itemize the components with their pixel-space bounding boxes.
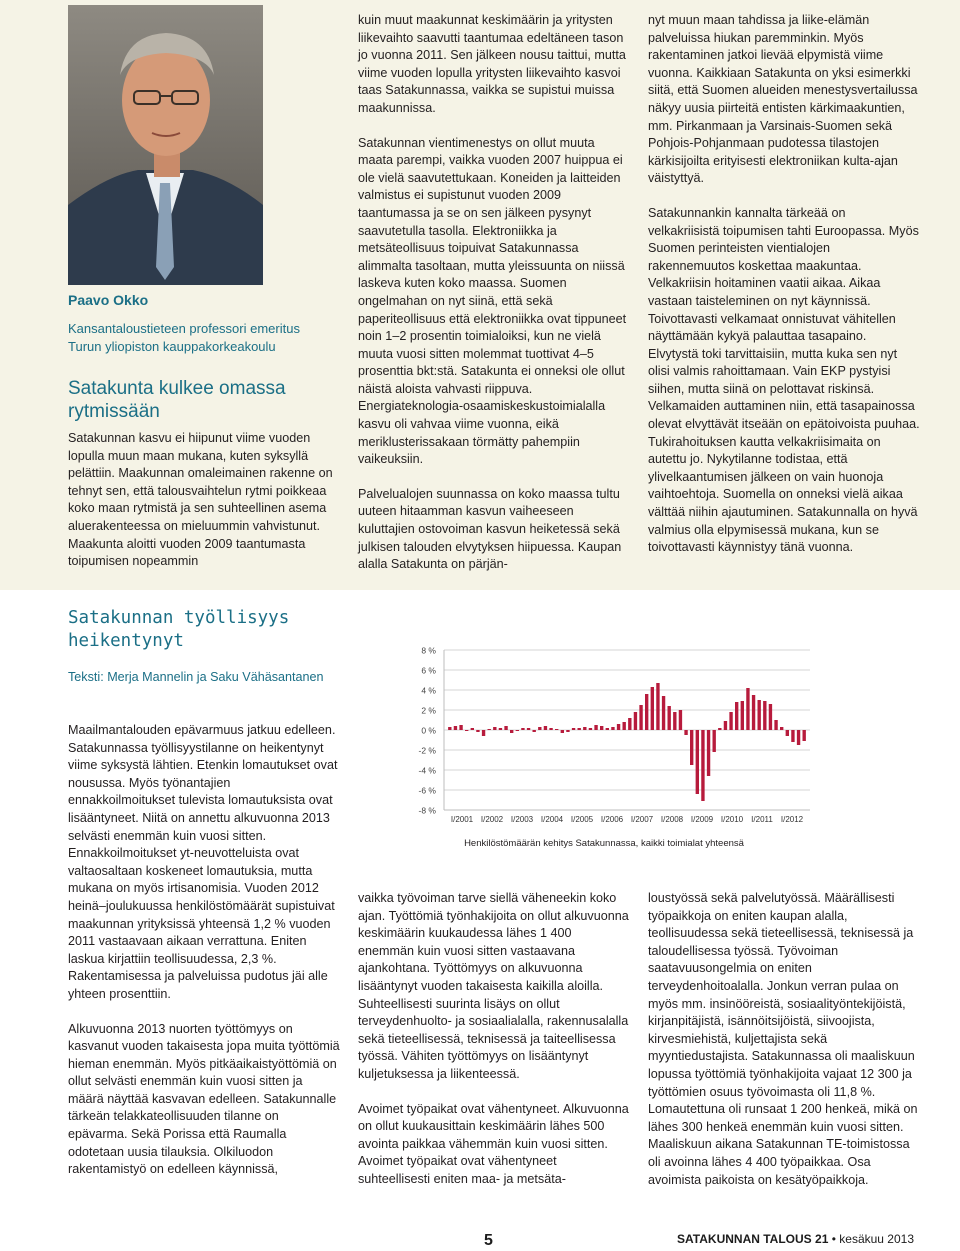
chart-bar xyxy=(471,728,474,730)
chart-bar xyxy=(724,721,727,730)
chart-x-tick-label: I/2010 xyxy=(720,815,744,824)
author-name: Paavo Okko xyxy=(68,292,149,308)
chart-bar xyxy=(454,726,457,730)
chart-bar xyxy=(448,727,451,730)
section-col1-paragraph-2: Alkuvuonna 2013 nuorten työttömyys on kasvanut vuoden takaisesta jopa muita työttömiä hieman enemmän. Myös pitkäaikaistyöttömiä on ollut selvästi enemmän kuin vuosi sitten ja määrä näyttää kasvavan edelleen. Satakunnalle tärkeän telakkateollisuuden tilanne on epävarma. Sekä Porissa että Raumalla odotetaan uusia tilauksia. Olkiluodon rakentamistyö on edelleen käynnissä, xyxy=(68,1021,340,1177)
chart-bar xyxy=(493,727,496,730)
chart-x-tick-label: I/2008 xyxy=(660,815,684,824)
chart-bar xyxy=(634,712,637,730)
chart-bar xyxy=(488,729,491,730)
chart-bar xyxy=(459,725,462,730)
section-col2-paragraph-2: Avoimet työpaikat ovat vähentyneet. Alkuvuonna on ollut kuukausittain keskimäärin lähes 500 avointa paikkaa vähemmän kuin vuosi sitten. Avoimet työpaikat ovat vähentyneet suhteellisesti eniten maa- ja metsäta- xyxy=(358,1101,629,1186)
article-title: Satakunta kulkee omassa rytmissään xyxy=(68,378,286,422)
chart-bar xyxy=(639,705,642,730)
section-column-1 xyxy=(68,722,340,1179)
magazine-name: SATAKUNNAN TALOUS 21 xyxy=(677,1232,829,1246)
chart-bar xyxy=(538,727,541,730)
chart-bar xyxy=(673,712,676,730)
chart-x-tick-label: I/2005 xyxy=(570,815,594,824)
chart-bar xyxy=(628,718,631,730)
chart-bar xyxy=(752,695,755,730)
chart-y-tick-label: 0 % xyxy=(421,725,436,736)
section-col3-paragraph-1: loustyössä sekä palvelutyössä. Määrällisesti työpaikkoja on eniten kaupan alalla, teollisuudessa sekä tieteellisessä, teknisessä ja taloudellisessa työssä. Työvoiman saatavuusongelmia on eniten terveydenhoitoalalla. Jonkun verran pulaa on myös mm. insinööreistä, sosiaalityöntekijöistä, kirjanpitäjistä, isännöitsijöistä, siivoojista, kirvesmiehistä, kuljettajista sekä myyntiedustajista. Satakunnassa oli maaliskuun lopussa työttömiä työnhakijoita vajaat 12 300 ja työttömien osuus työvoimasta oli 11,8 %. Lomautettuna oli runsaat 1 200 henkeä, mikä on lähes 300 henkeä enemmän kuin vuosi sitten. Maaliskuun aikana Satakunnan TE-toimistossa oli avoinna lähes 4 400 työpaikkaa. Osa avoimista paikoista on kesätyöpaikkoja. xyxy=(648,891,918,1187)
chart-bar xyxy=(544,726,547,730)
chart-bar xyxy=(662,696,665,730)
footer-bullet: • xyxy=(831,1232,840,1246)
section-column-3 xyxy=(648,890,920,1189)
chart-bar xyxy=(527,728,530,730)
chart-x-tick-label: I/2004 xyxy=(540,815,564,824)
article-col3-paragraph-2: Satakunnankin kannalta tärkeää on velkakriisistä toipumisen tahti Euroopassa. Myös Suomen perinteisten vientialojen rakennemuutos koskettaa maakuntaa. Velkakriisin hoitaminen vaatii aikaa. Aikaa vastaan taisteleminen on nyt käynnissä. Toivottavasti velkamaat onnistuvat vähitellen näyttämään kykyä palauttaa tasapaino. Elvytystä toki tarvittaisiin, mutta kuka sen nyt olisi valmis rahoittamaan. Vain EKP pystyisi siihen, mutta siinä on pelottavat riskinsä. Velkamaiden auttaminen niin, että tasapainossa olevat elvyttävät itseään on epätoivoista puuhaa. Tukirahoituksen kautta velkakriisimaita on autettu jo. Nykytilanne todistaa, että ylivelkaantumisen jälkeen on vain huonoja vaihtoehtoja. Suomella on onneksi vielä aikaa välttää niihin ajautuminen. Satakunnalla on hyvä valmius olla elpymisessä mukana, kun se toivottavasti käynnistyy tänä vuonna. xyxy=(648,205,920,555)
chart-bar xyxy=(758,700,761,730)
chart-bar xyxy=(679,710,682,730)
chart-bar xyxy=(600,726,603,730)
chart-x-tick-label: I/2006 xyxy=(600,815,624,824)
chart-bar xyxy=(561,730,564,733)
chart-bar xyxy=(617,724,620,730)
section-col2-paragraph-1: vaikka työvoiman tarve siellä väheneekin koko ajan. Työttömiä työnhakijoita on ollut alkuvuonna keskimäärin kuukaudessa lähes 1 400 enemmän kuin vuosi sitten vastaavana ajankohtana. Työttömyys on alkuvuonna lisääntynyt vuoden takaisesta kaikilla aloilla. Suhteellisesti suurinta lisäys on ollut terveydenhuolto- ja sosiaalialalla, rakennusalalla sekä tieteellisessä, teknisessä ja taiteellisessa työssä. Vähiten työttömyys on lisääntynyt kuljetuksessa ja liikenteessä. xyxy=(358,891,629,1081)
chart-y-tick-label: -2 % xyxy=(418,745,436,756)
chart-bar xyxy=(566,730,569,732)
chart-bar xyxy=(651,687,654,730)
chart-x-tick-label: I/2011 xyxy=(751,815,773,824)
article-col2-paragraph-2: Satakunnan vientimenestys on ollut muuta maata parempi, vaikka vuoden 2007 huippua ei ole vielä saavutettukaan. Koneiden ja laitteiden valmistus ei supistunut vuoden 2009 taantumassa ja se on sen jälkeen pysynyt saavutetulla tasolla. Elektroniikka ja metsäteollisuus toipuivat Satakunnassa alimmalta tasoltaan, mutta yleissuunta on niissä laskeva kuten koko maassa. Suomen ongelmahan on nyt siinä, että sekä paperiteollisuus että elektroniikka ovat tippuneet noin 1–2 prosentin toimialoiksi, kun ne vielä muuta vuosi sitten molemmat tuottivat 4–5 prosenttia bkt:stä. Satakunta ei onneksi ole ollut näistä aloista vahvasti riippuva. Energiateknologia-osaamiskeskustoimialalla kasvu oli vahvaa viime vuonna, eikä meriklusterissakaan törmätty pahempiin vaikeuksiin. xyxy=(358,135,627,467)
employment-chart xyxy=(358,638,818,853)
chart-bar xyxy=(769,704,772,730)
chart-y-tick-label: -4 % xyxy=(418,765,436,776)
chart-x-tick-label: I/2001 xyxy=(450,815,474,824)
chart-bar xyxy=(718,728,721,730)
chart-bar xyxy=(476,730,479,732)
chart-y-tick-label: 4 % xyxy=(421,685,436,696)
chart-bar xyxy=(555,729,558,730)
chart-bar xyxy=(763,701,766,730)
chart-bar xyxy=(786,730,789,736)
chart-bar xyxy=(696,730,699,794)
author-title-line1: Kansantaloustieteen professori emeritus xyxy=(68,321,300,336)
article-column-2 xyxy=(358,12,630,574)
chart-bar xyxy=(656,683,659,730)
chart-bar xyxy=(516,730,519,731)
section-col1-paragraph-1: Maailmantalouden epävarmuus jatkuu edelleen. Satakunnassa työllisyystilanne on heikentynyt viime syksystä lähtien. Etenkin lomautukset ovat nousussa. Myös työnantajien ennakkoilmoitukset tulevista lomautuksista ovat lisääntyneet. Niitä on annettu alkuvuonna 2013 selvästi enemmän kuin vuosi sitten. Ennakkoilmoitukset yt-neuvotteluista ovat valtaosaltaan koskeneet lomautuksia, mutta mukana on myös irtisanomisia. Vuoden 2012 heinä–joulukuussa henkilöstömäärät supistuivat maakunnan yrityksissä yhteensä 1,2 % vuoden 2011 vastaavaan aikaan verrattuna. Eniten laskua kirjattiin teollisuudessa, 2,3 %. Rakentamisessa ja palveluissa pudotus jäi alle yhteen prosenttiin. xyxy=(68,723,338,1001)
article-col3-paragraph-1: nyt muun maan tahdissa ja liike-elämän palveluissa hiukan paremminkin. Myös rakentaminen jatkoi lievää elpymistä viime vuonna. Kaikkiaan Satakunta on yksi esimerkki siitä, että Suomen alueiden menestysvertailussa näkyy uusia piirteitä entisten kärkimaakuntien, mm. Pirkanmaan ja Varsinais-Suomen sekä Pohjois-Pohjanmaan pudotessa tilastojen kärkisijoilta erityisesti elektroniikan kulta-ajan väistyttyä. xyxy=(648,13,918,186)
chart-bar xyxy=(623,722,626,730)
author-title-line2: Turun yliopiston kauppakorkeakoulu xyxy=(68,338,276,354)
chart-bar xyxy=(780,727,783,730)
chart-bar xyxy=(533,730,536,732)
chart-x-tick-label: I/2003 xyxy=(510,815,534,824)
magazine-footer xyxy=(677,1232,914,1246)
chart-x-tick-label: I/2009 xyxy=(690,815,714,824)
chart-bar xyxy=(803,730,806,741)
chart-bar xyxy=(465,730,468,731)
chart-bar xyxy=(510,730,513,733)
chart-bar xyxy=(572,728,575,730)
chart-bar xyxy=(583,727,586,730)
chart-bar xyxy=(504,726,507,730)
article-col2-paragraph-1: kuin muut maakunnat keskimäärin ja yritysten liikevaihto saavutti taantumaa edeltäneen tason jo vuonna 2011. Sen jälkeen nousu taittui, mutta viime vuoden lopulla yritysten liikevaihto kasvoi taas Satakunnassa, vaikka se supistui muissa maakunnissa. xyxy=(358,13,626,115)
chart-bar xyxy=(611,727,614,730)
chart-y-tick-label: 8 % xyxy=(421,645,436,656)
chart-bar xyxy=(797,730,800,745)
chart-bar xyxy=(713,730,716,752)
chart-x-tick-label: I/2007 xyxy=(630,815,654,824)
chart-y-tick-label: 6 % xyxy=(421,665,436,676)
chart-bar xyxy=(791,730,794,742)
section-title: Satakunnan työllisyys heikentynyt xyxy=(68,608,290,651)
chart-bar xyxy=(578,728,581,730)
section-byline: Teksti: Merja Mannelin ja Saku Vähäsantanen xyxy=(68,670,324,684)
chart-bar xyxy=(668,706,671,730)
article-column-3 xyxy=(648,12,920,557)
chart-bar xyxy=(482,730,485,736)
chart-bar xyxy=(499,728,502,730)
chart-title: Henkilöstömäärän kehitys Satakunnassa, kaikki toimialat yhteensä xyxy=(464,838,744,849)
chart-bar xyxy=(746,688,749,730)
chart-y-tick-label: -6 % xyxy=(418,785,436,796)
chart-bar xyxy=(774,720,777,730)
chart-bar xyxy=(741,701,744,730)
chart-bar xyxy=(645,694,648,730)
chart-bar xyxy=(606,728,609,730)
chart-bar xyxy=(594,725,597,730)
chart-x-tick-label: I/2002 xyxy=(480,815,504,824)
author-portrait xyxy=(68,5,263,285)
chart-bar xyxy=(549,728,552,730)
author-title xyxy=(68,320,338,355)
article-intro-text: Satakunnan kasvu ei hiipunut viime vuoden lopulla muun maan mukana, kuten syksyllä pelättiin. Maakunnan omaleimainen rakenne on tehnyt sen, että talousvaihtelun rytmi poikkeaa koko maan rytmistä ja sen suhteellinen asema aluerakenteessa on mieluummin vahvistunut. Maakunta aloitti vuoden 2009 taantumasta toipumisen nopeammin xyxy=(68,431,333,569)
article-intro xyxy=(68,430,338,571)
chart-bar xyxy=(589,728,592,730)
page-number: 5 xyxy=(484,1232,493,1249)
section-column-2 xyxy=(358,890,630,1189)
employment-chart-svg xyxy=(358,638,818,853)
chart-bar xyxy=(684,730,687,735)
article-col2-paragraph-3: Palvelualojen suunnassa on koko maassa tultu uuteen hitaamman kasvun vaiheeseen kuluttajien ostovoiman kasvun heiketessä sekä julkisen talouden elvytyksen hiipuessa. Kaupan alalla Satakunta on pärjän- xyxy=(358,486,622,572)
chart-y-tick-label: -8 % xyxy=(418,805,436,816)
chart-bar xyxy=(707,730,710,776)
chart-x-tick-label: I/2012 xyxy=(780,815,804,824)
chart-bar xyxy=(690,730,693,765)
chart-bar xyxy=(701,730,704,801)
chart-bar xyxy=(521,728,524,730)
chart-bar xyxy=(735,702,738,730)
magazine-issue: kesäkuu 2013 xyxy=(839,1232,914,1246)
chart-y-tick-label: 2 % xyxy=(421,705,436,716)
chart-bar xyxy=(729,712,732,730)
